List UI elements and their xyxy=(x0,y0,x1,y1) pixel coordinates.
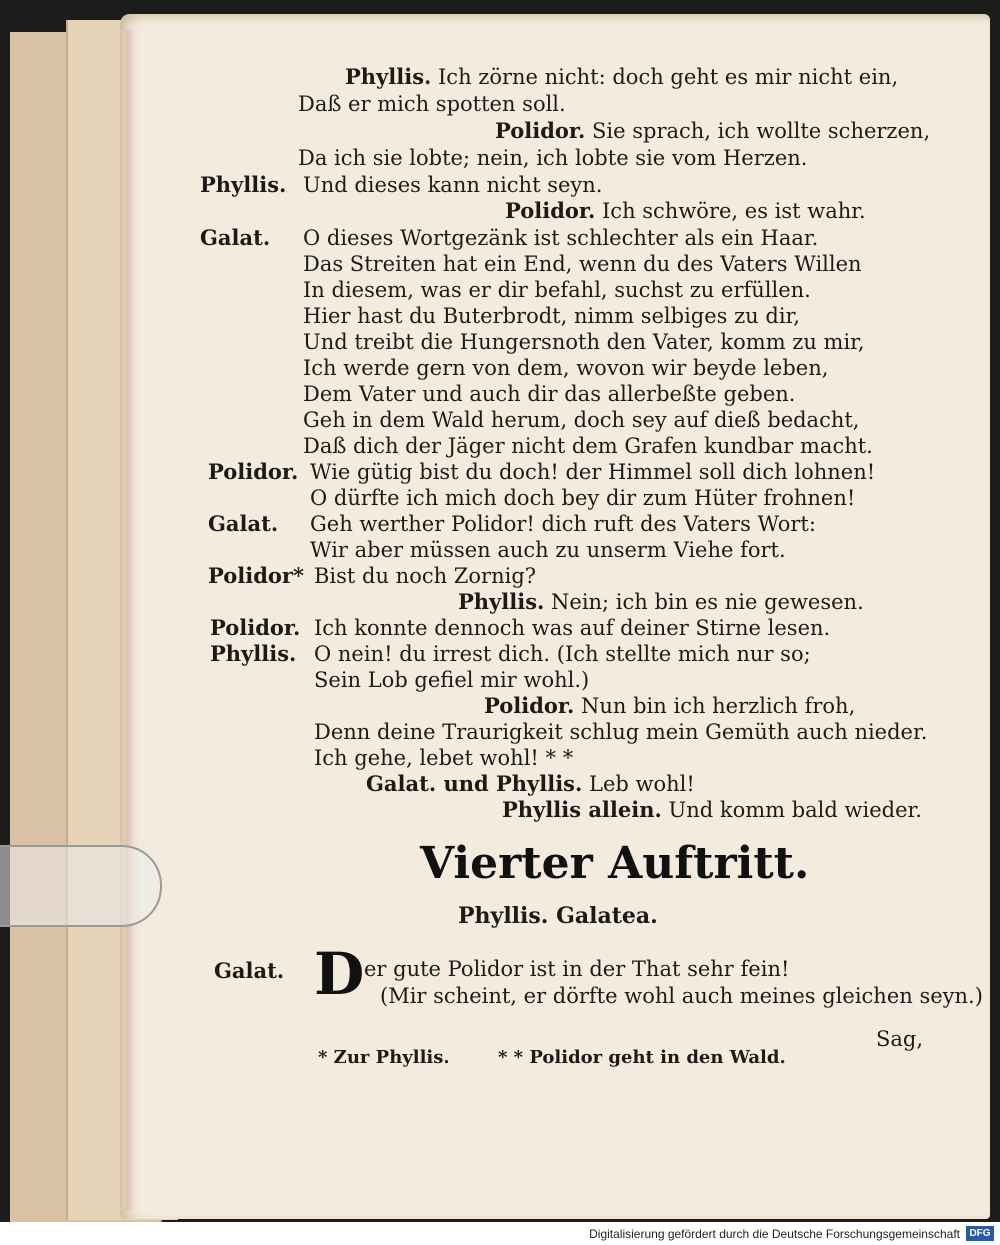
speaker-label: Galat. xyxy=(208,511,279,536)
verse-line: Galat. und Phyllis. Leb wohl! xyxy=(366,771,695,796)
verse-line: Wie gütig bist du doch! der Himmel soll dich lohnen! xyxy=(310,460,876,484)
verse-line: Das Streiten hat ein End, wenn du des Vaters Willen xyxy=(303,252,862,276)
speaker-label: Galat. xyxy=(200,225,271,250)
verse-line: Da ich sie lobte; nein, ich lobte sie vom Herzen. xyxy=(298,146,808,170)
speaker-label: Polidor* xyxy=(208,563,304,588)
speaker-label: Phyllis. xyxy=(200,172,287,197)
verse-line: Daß er mich spotten soll. xyxy=(298,92,566,116)
verse-line: Bist du noch Zornig? xyxy=(314,564,537,588)
verse-line: Phyllis. Ich zörne nicht: doch geht es mir nicht ein, xyxy=(345,64,899,89)
verse-line: O dieses Wortgezänk ist schlechter als ein Haar. xyxy=(303,226,819,250)
verse-line: Geh werther Polidor! dich ruft des Vaters Wort: xyxy=(310,512,816,536)
verse-line: Sein Lob gefiel mir wohl.) xyxy=(314,668,590,692)
verse-line: In diesem, was er dir befahl, suchst zu erfüllen. xyxy=(303,278,811,302)
verse-line: Ich gehe, lebet wohl! * * xyxy=(314,746,574,770)
verse-line: Und treibt die Hungersnoth den Vater, komm zu mir, xyxy=(303,330,865,354)
speaker-label: Galat. xyxy=(214,958,285,983)
verse-line: O dürfte ich mich doch bey dir zum Hüter frohnen! xyxy=(310,486,856,510)
page-clip xyxy=(0,845,162,927)
page-edge xyxy=(126,30,134,1210)
scene-heading: Vierter Auftritt. xyxy=(420,838,810,889)
verse-line: Phyllis allein. Und komm bald wieder. xyxy=(502,797,922,822)
verse-line: Dem Vater und auch dir das allerbeßte geben. xyxy=(303,382,796,406)
verse-line: Geh in dem Wald herum, doch sey auf dieß bedacht, xyxy=(303,408,860,432)
verse-line: Polidor. Sie sprach, ich wollte scherzen, xyxy=(495,118,931,143)
footer-bar xyxy=(0,1222,1000,1245)
speaker-label: Polidor. xyxy=(210,615,301,640)
speaker-label: Phyllis. xyxy=(210,641,297,666)
verse-line: O nein! du irrest dich. (Ich stellte mich nur so; xyxy=(314,642,811,666)
verse-line: Ich werde gern von dem, wovon wir beyde leben, xyxy=(303,356,829,380)
verse-line: er gute Polidor ist in der That sehr fein! xyxy=(364,957,790,981)
scene-characters: Phyllis. Galatea. xyxy=(458,903,658,929)
footnote: * Zur Phyllis. xyxy=(318,1047,450,1068)
drop-cap: D xyxy=(314,940,365,1008)
verse-line: Phyllis. Nein; ich bin es nie gewesen. xyxy=(458,589,864,614)
verse-line: (Mir scheint, er dörfte wohl auch meines gleichen seyn.) xyxy=(380,984,983,1008)
catchword: Sag, xyxy=(876,1027,924,1051)
verse-line: Und dieses kann nicht seyn. xyxy=(303,173,603,197)
footnote: * * Polidor geht in den Wald. xyxy=(498,1047,786,1068)
footer-credit: Digitalisierung gefördert durch die Deutsche Forschungsgemeinschaft xyxy=(589,1227,960,1241)
speaker-label: Polidor. xyxy=(208,459,299,484)
verse-line: Polidor. Ich schwöre, es ist wahr. xyxy=(505,198,866,223)
dfg-logo-icon: DFG xyxy=(966,1226,994,1241)
verse-line: Denn deine Traurigkeit schlug mein Gemüth auch nieder. xyxy=(314,720,928,744)
verse-line: Ich konnte dennoch was auf deiner Stirne lesen. xyxy=(314,616,831,640)
verse-line: Wir aber müssen auch zu unserm Viehe fort. xyxy=(310,538,786,562)
verse-line: Polidor. Nun bin ich herzlich froh, xyxy=(484,693,856,718)
verse-line: Daß dich der Jäger nicht dem Grafen kundbar macht. xyxy=(303,434,873,458)
verse-line: Hier hast du Buterbrodt, nimm selbiges zu dir, xyxy=(303,304,800,328)
